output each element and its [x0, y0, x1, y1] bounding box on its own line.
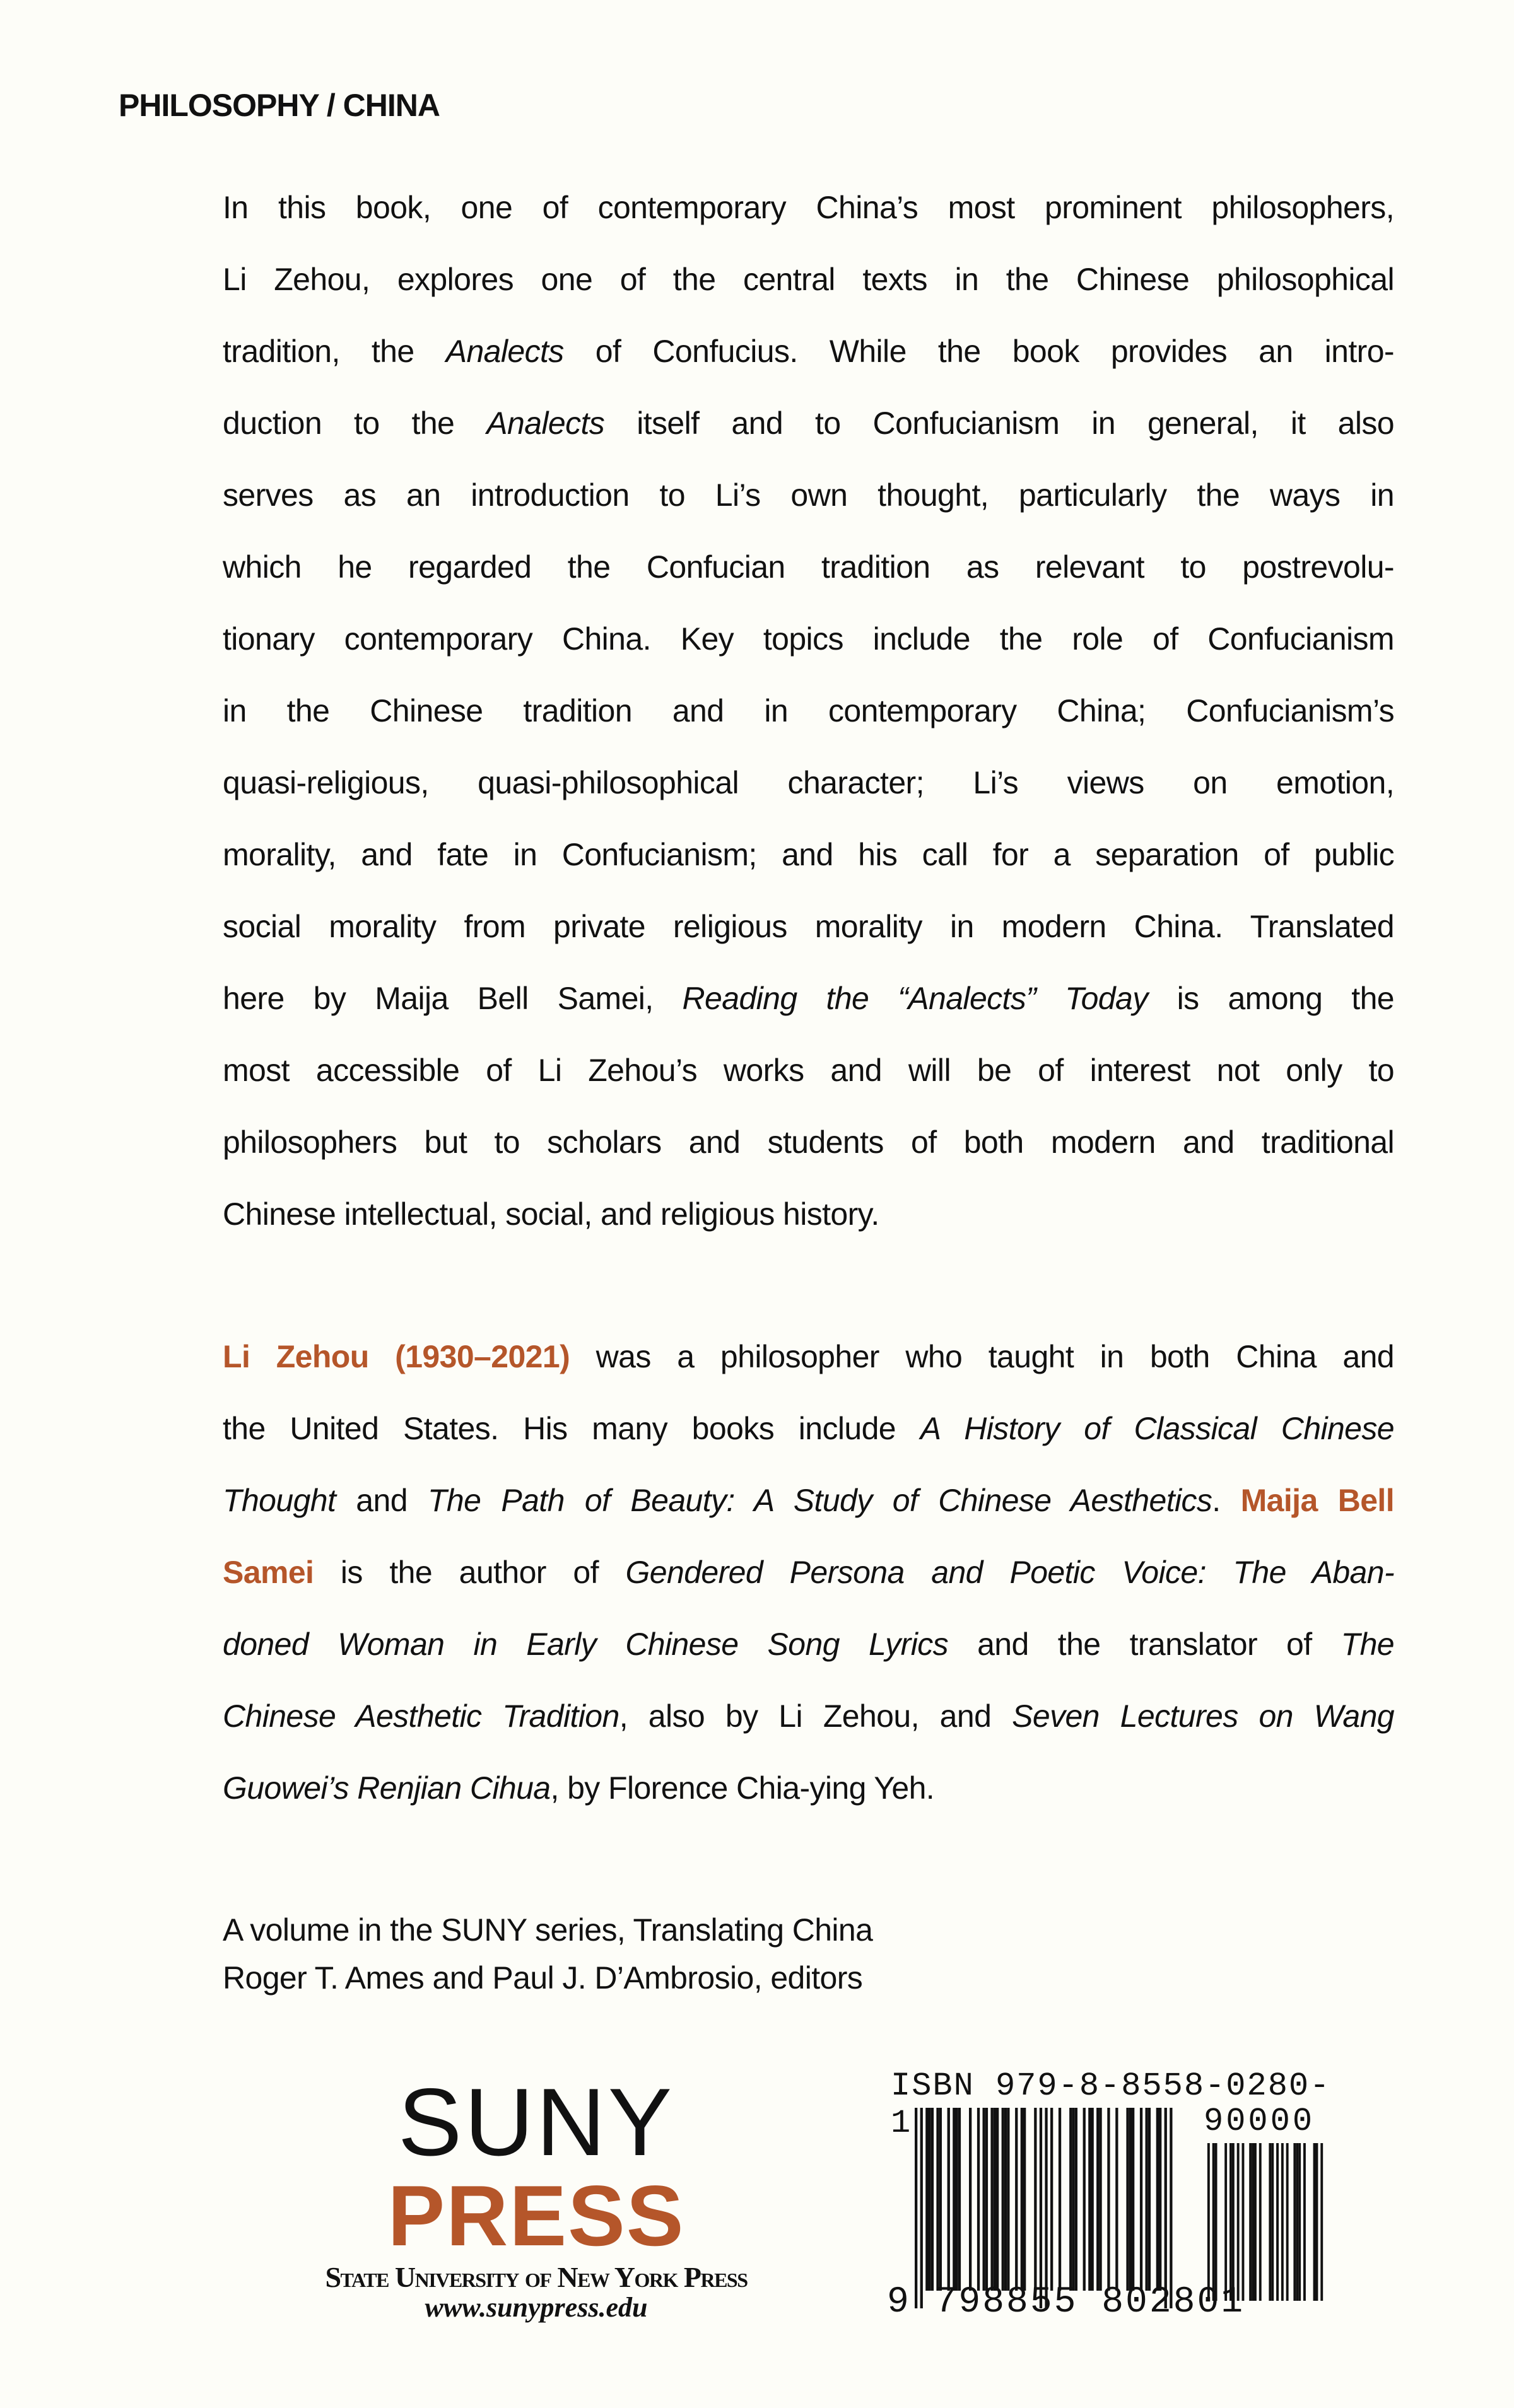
text-line — [223, 1106, 1394, 1178]
text-line — [223, 747, 1394, 819]
text-segment: the United States. His many books include — [223, 1411, 920, 1446]
logo-press: PRESS — [387, 2168, 685, 2264]
book-title: Gendered Persona and Poetic Voice: The Aban- — [625, 1555, 1394, 1590]
text-line — [223, 1536, 1394, 1608]
text-line — [223, 243, 1394, 315]
text-segment: and the translator of — [948, 1627, 1341, 1662]
book-title: Analects — [486, 406, 605, 441]
text-segment: in the Chinese tradition and in contemporary China; Confucianism’s — [223, 693, 1394, 728]
book-title: doned Woman in Early Chinese Song Lyrics — [223, 1627, 949, 1662]
author-bio-paragraph — [223, 1321, 1394, 1824]
text-segment: , also by Li Zehou, and — [619, 1698, 1012, 1734]
publisher-full-name: State University of New York Press — [325, 2261, 748, 2293]
addon-bar — [1286, 2143, 1289, 2301]
text-segment: In this book, one of contemporary China’s most prominent philosophers, — [223, 190, 1394, 225]
addon-bar — [1281, 2143, 1284, 2301]
text-segment: . — [1212, 1483, 1241, 1518]
addon-bar — [1207, 2143, 1210, 2301]
text-line — [223, 1393, 1394, 1464]
text-line — [223, 675, 1394, 747]
addon-bar — [1254, 2143, 1257, 2301]
text-line — [223, 819, 1394, 891]
addon-bar — [1271, 2143, 1274, 2301]
book-title: A History of Classical Chinese — [920, 1411, 1394, 1446]
text-segment: tradition, the — [223, 334, 446, 369]
text-segment: duction to the — [223, 406, 487, 441]
text-segment: social morality from private religious morality in modern China. Translated — [223, 909, 1394, 944]
text-segment: serves as an introduction to Li’s own thought, particularly the ways in — [223, 477, 1394, 513]
series-info — [223, 1906, 872, 2002]
text-line — [223, 1752, 1394, 1824]
text-line — [223, 603, 1394, 675]
addon-bar — [1320, 2143, 1323, 2301]
series-editors: Roger T. Ames and Paul J. D’Ambrosio, editors — [223, 1960, 863, 1996]
text-segment: which he regarded the Confucian tradition as relevant to postrevolu- — [223, 549, 1394, 585]
addon-bar — [1252, 2143, 1254, 2301]
addon-bar — [1293, 2143, 1296, 2301]
text-line — [223, 1034, 1394, 1106]
text-segment: morality, and fate in Confucianism; and his call for a separation of public — [223, 837, 1394, 872]
text-segment: tionary contemporary China. Key topics include the role of Confucianism — [223, 621, 1394, 657]
addon-bar — [1229, 2143, 1232, 2301]
addon-bar — [1242, 2143, 1245, 2301]
text-segment: most accessible of Li Zehou’s works and will be of interest not only to — [223, 1053, 1394, 1088]
text-segment: is among the — [1147, 981, 1395, 1016]
addon-bar — [1296, 2143, 1298, 2301]
text-segment: itself and to Confucianism in general, it also — [604, 406, 1394, 441]
suny-press-logo — [315, 2069, 757, 2323]
description-paragraph — [223, 172, 1394, 1250]
book-title: Thought — [223, 1483, 336, 1518]
book-title: The — [1341, 1627, 1394, 1662]
person-name: Li Zehou (1930–2021) — [223, 1339, 570, 1374]
isbn-barcode — [877, 2062, 1331, 2327]
text-segment: Chinese intellectual, social, and religious history. — [223, 1196, 879, 1232]
text-segment: was a philosopher who taught in both China and — [570, 1339, 1394, 1374]
book-title: Guowei’s Renjian Cihua — [223, 1770, 551, 1806]
publisher-url: www.sunypress.edu — [425, 2292, 648, 2323]
text-line — [223, 1178, 1394, 1250]
series-title: A volume in the SUNY series, Translating China — [223, 1912, 873, 1948]
logo-suny: SUNY — [397, 2069, 675, 2176]
text-line — [223, 459, 1394, 531]
price-addon-digits: 90000 — [1204, 2103, 1315, 2140]
text-segment: is the author of — [314, 1555, 626, 1590]
addon-bar — [1249, 2143, 1252, 2301]
text-segment: Li Zehou, explores one of the central texts in the Chinese philosophical — [223, 262, 1394, 297]
text-segment: , by Florence Chia-ying Yeh. — [550, 1770, 935, 1806]
addon-bar — [1212, 2143, 1215, 2301]
addon-bar — [1224, 2143, 1227, 2301]
book-title: The Path of Beauty: A Study of Chinese Aesthetics — [427, 1483, 1212, 1518]
text-segment: here by Maija Bell Samei, — [223, 981, 683, 1016]
addon-bar — [1313, 2143, 1316, 2301]
addon-bar — [1316, 2143, 1318, 2301]
addon-bar — [1259, 2143, 1262, 2301]
text-line — [223, 1464, 1394, 1536]
addon-bar — [1298, 2143, 1301, 2301]
text-line — [223, 1608, 1394, 1680]
addon-bar — [1269, 2143, 1271, 2301]
addon-bar — [1215, 2143, 1218, 2301]
addon-bar — [1232, 2143, 1235, 2301]
text-line — [223, 962, 1394, 1034]
book-title: Chinese Aesthetic Tradition — [223, 1698, 619, 1734]
person-name: Maija Bell — [1240, 1483, 1394, 1518]
isbn-label: ISBN 979-8-8558-0280-1 — [891, 2067, 1331, 2142]
ean-digits: 9 798855 802801 — [887, 2282, 1245, 2323]
book-title: Seven Lectures on Wang — [1012, 1698, 1394, 1734]
person-name: Samei — [223, 1555, 314, 1590]
text-line — [223, 531, 1394, 603]
text-segment: of Confucius. While the book provides an intro- — [563, 334, 1394, 369]
text-segment: and — [336, 1483, 428, 1518]
text-line — [223, 172, 1394, 243]
text-line — [223, 891, 1394, 962]
book-title: Analects — [445, 334, 564, 369]
text-line — [223, 387, 1394, 459]
text-segment: quasi-religious, quasi-philosophical character; Li’s views on emotion, — [223, 765, 1394, 800]
addon-bar — [1237, 2143, 1240, 2301]
addon-bar — [1276, 2143, 1279, 2301]
text-line — [223, 315, 1394, 387]
addon-bar — [1303, 2143, 1306, 2301]
book-title: Reading the “Analects” Today — [682, 981, 1148, 1016]
text-segment: philosophers but to scholars and students of both modern and traditional — [223, 1125, 1394, 1160]
text-line — [223, 1680, 1394, 1752]
category-label: PHILOSOPHY / CHINA — [119, 88, 440, 123]
text-line — [223, 1321, 1394, 1393]
